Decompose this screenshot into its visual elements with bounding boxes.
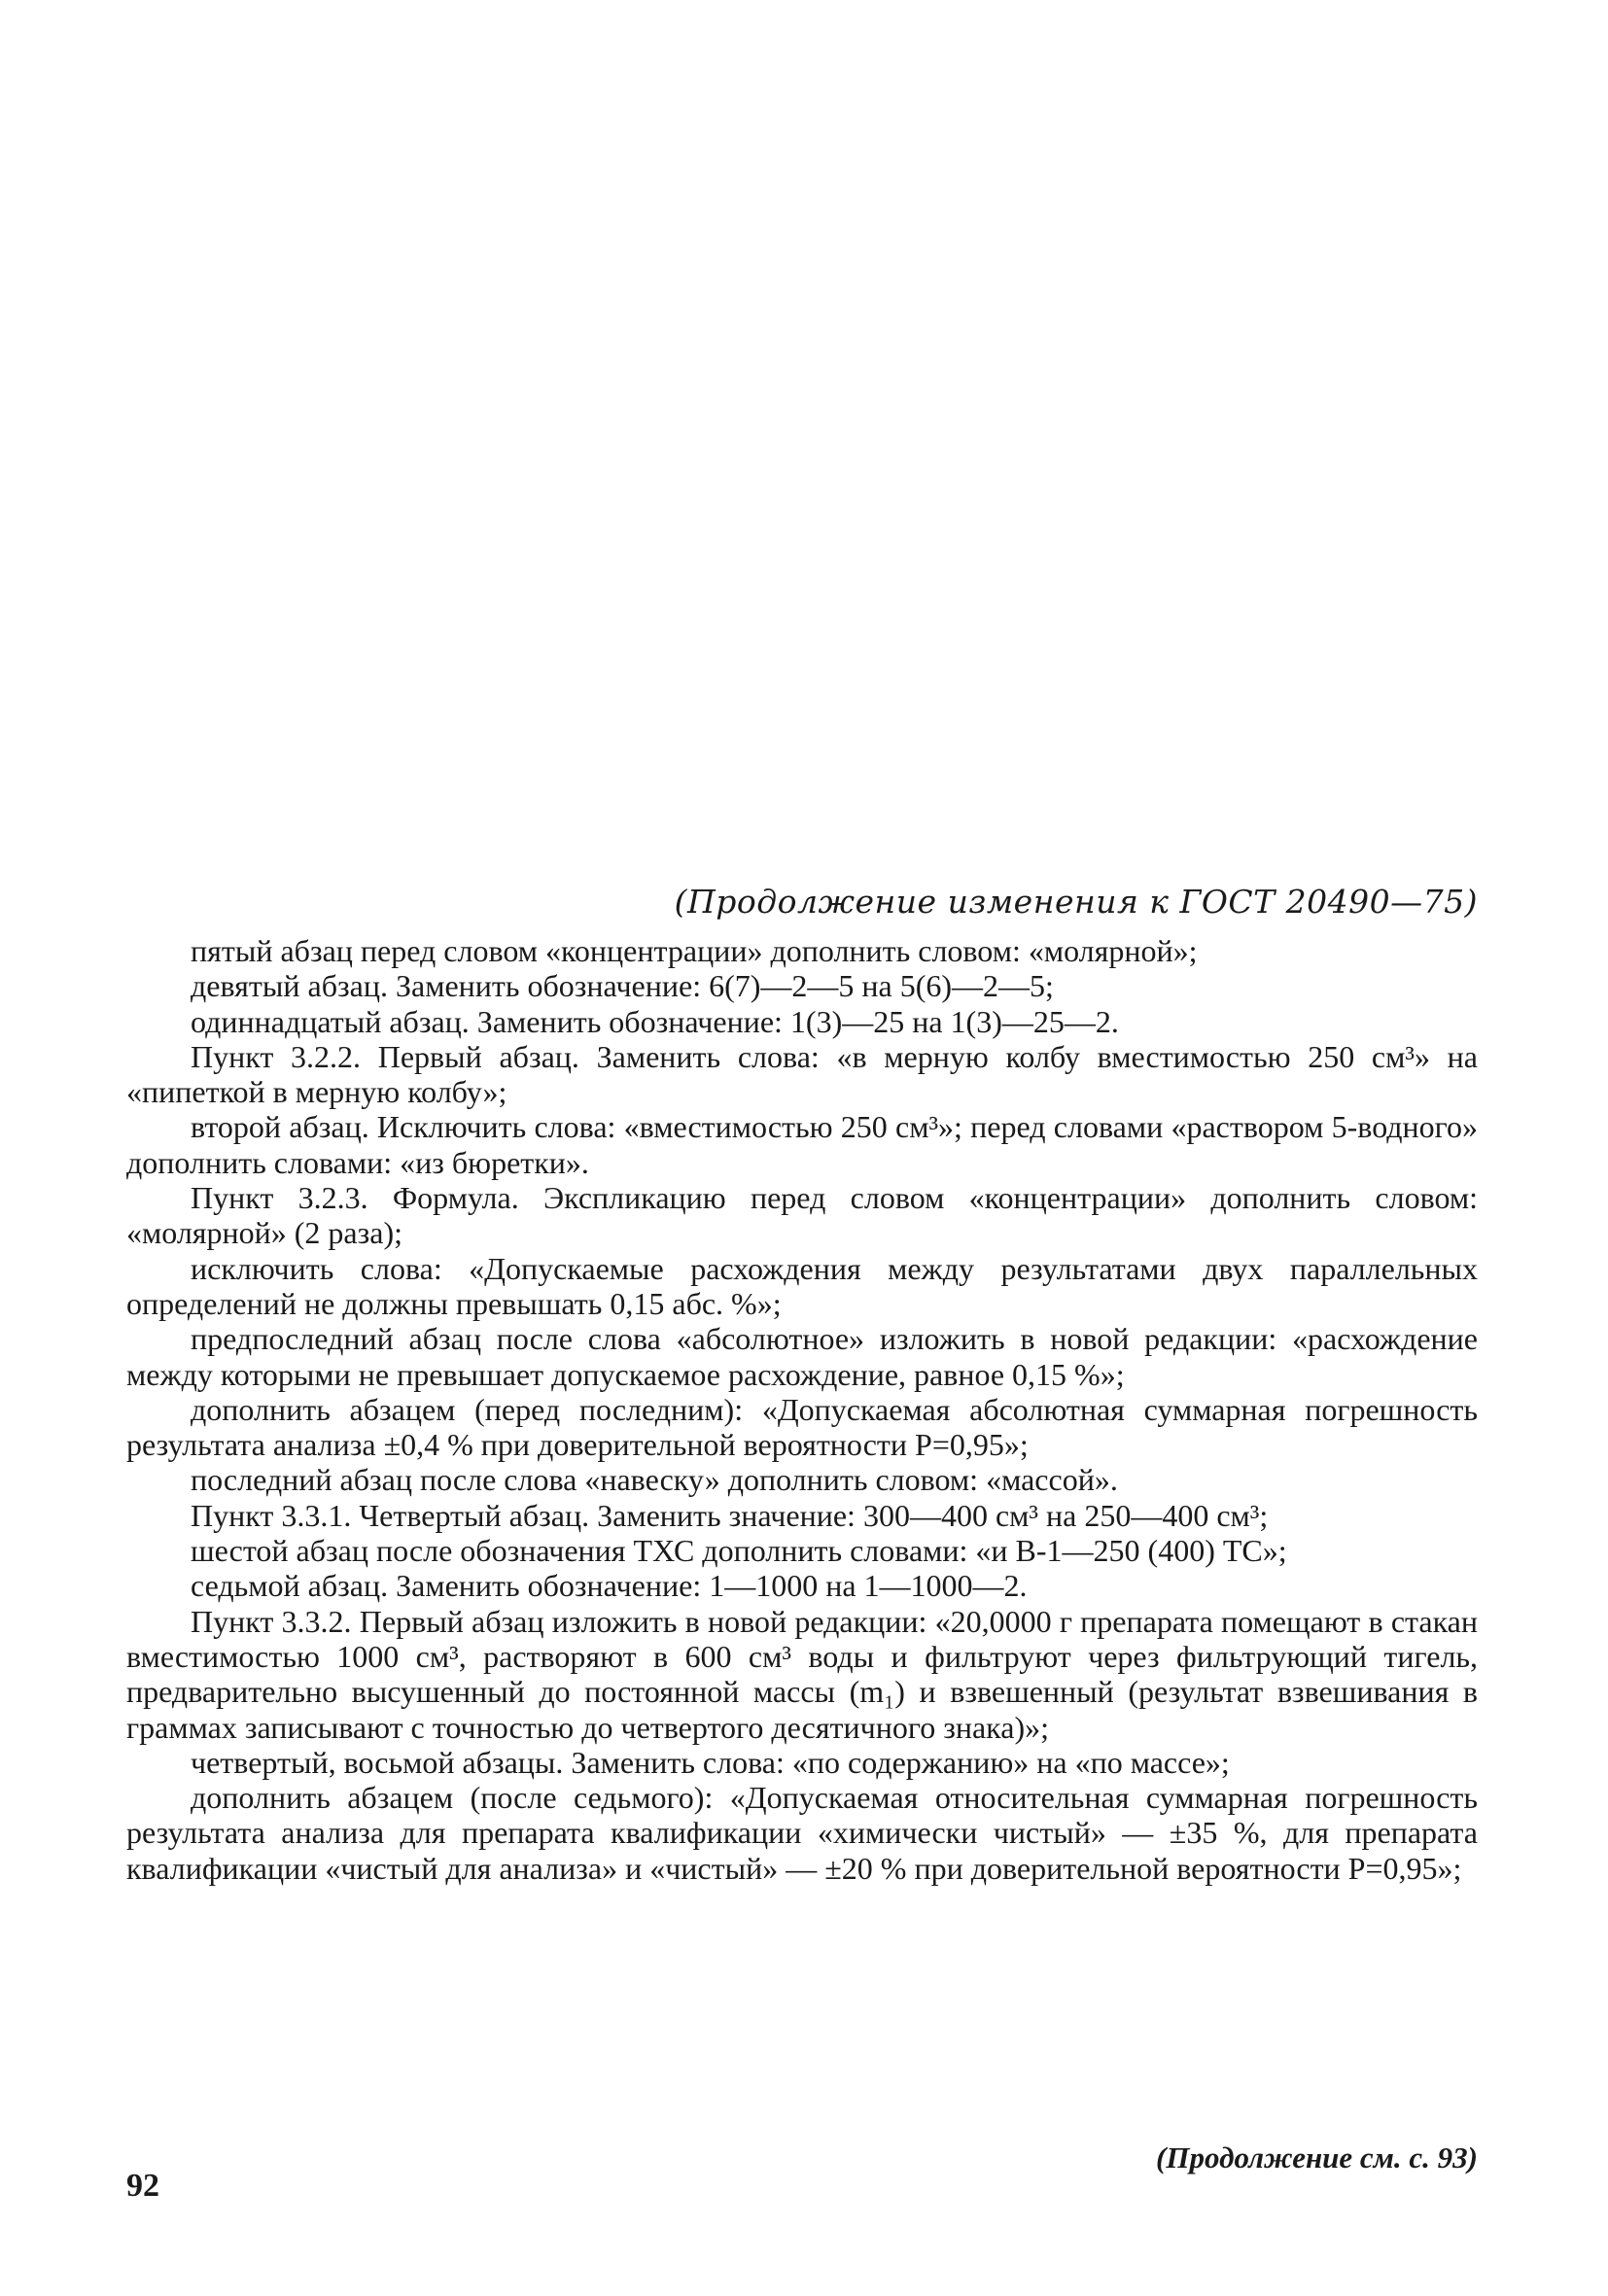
continuation-header: (Продолжение изменения к ГОСТ 20490—75) [674,883,1478,921]
page-number: 92 [126,2168,159,2204]
continuation-footer: (Продолжение см. с. 93) [1156,2140,1478,2174]
paragraph: предпоследний абзац после слова «абсолютное» изложить в новой редакции: «расхождение между которыми не превышает допускаемое расхождение, равное 0,15 %»; [126,1321,1478,1392]
paragraph: дополнить абзацем (после седьмого): «Допускаемая относительная суммарная погрешность результата анализа для препарата квалификации «химически чистый» — ±35 %, для препарата квалификации «чистый для анализа» и «чистый» — ±20 % при доверительной вероятности P=0,95»; [126,1780,1478,1886]
paragraph: седьмой абзац. Заменить обозначение: 1—1000 на 1—1000—2. [191,1568,1028,1604]
paragraph: Пункт 3.2.3. Формула. Экспликацию перед словом «концентрации» дополнить словом: «молярной» (2 раза); [126,1180,1478,1251]
paragraph: четвертый, восьмой абзацы. Заменить слова: «по содержанию» на «по массе»; [191,1744,1230,1780]
paragraph: Пункт 3.3.1. Четвертый абзац. Заменить значение: 300—400 см³ на 250—400 см³; [191,1497,1269,1533]
paragraph: девятый абзац. Заменить обозначение: 6(7)—2—5 на 5(6)—2—5; [191,968,1054,1004]
paragraph: одиннадцатый абзац. Заменить обозначение: 1(3)—25 на 1(3)—25—2. [191,1003,1119,1039]
paragraph: дополнить абзацем (перед последним): «Допускаемая абсолютная суммарная погрешность результата анализа ±0,4 % при доверительной вероятности P=0,95»; [126,1391,1478,1463]
paragraph: шестой абзац после обозначения ТХС дополнить словами: «и В-1—250 (400) ТС»; [191,1533,1287,1569]
paragraph: последний абзац после слова «навеску» дополнить словом: «массой». [191,1462,1118,1498]
paragraph: исключить слова: «Допускаемые расхождения между результатами двух параллельных определений не должны превышать 0,15 абс. %»; [126,1250,1478,1321]
amendment-text [126,933,1478,1886]
paragraph: Пункт 3.3.2. Первый абзац изложить в новой редакции: «20,0000 г препарата помещают в стакан вместимостью 1000 см³, растворяют в 600 см³ воды и фильтруют через фильтрующий тигель, предварительно высушенный до постоянной массы (m₁) и взвешенный (результат взвешивания в граммах записывают с точностью до четвертого десятичного знака)»; [126,1603,1478,1745]
paragraph: второй абзац. Исключить слова: «вместимостью 250 см³»; перед словами «раствором 5-водного» дополнить словами: «из бюретки». [126,1109,1478,1180]
paragraph: пятый абзац перед словом «концентрации» дополнить словом: «молярной»; [191,933,1198,968]
paragraph: Пункт 3.2.2. Первый абзац. Заменить слова: «в мерную колбу вместимостью 250 см³» на «пипеткой в мерную колбу»; [126,1038,1478,1110]
